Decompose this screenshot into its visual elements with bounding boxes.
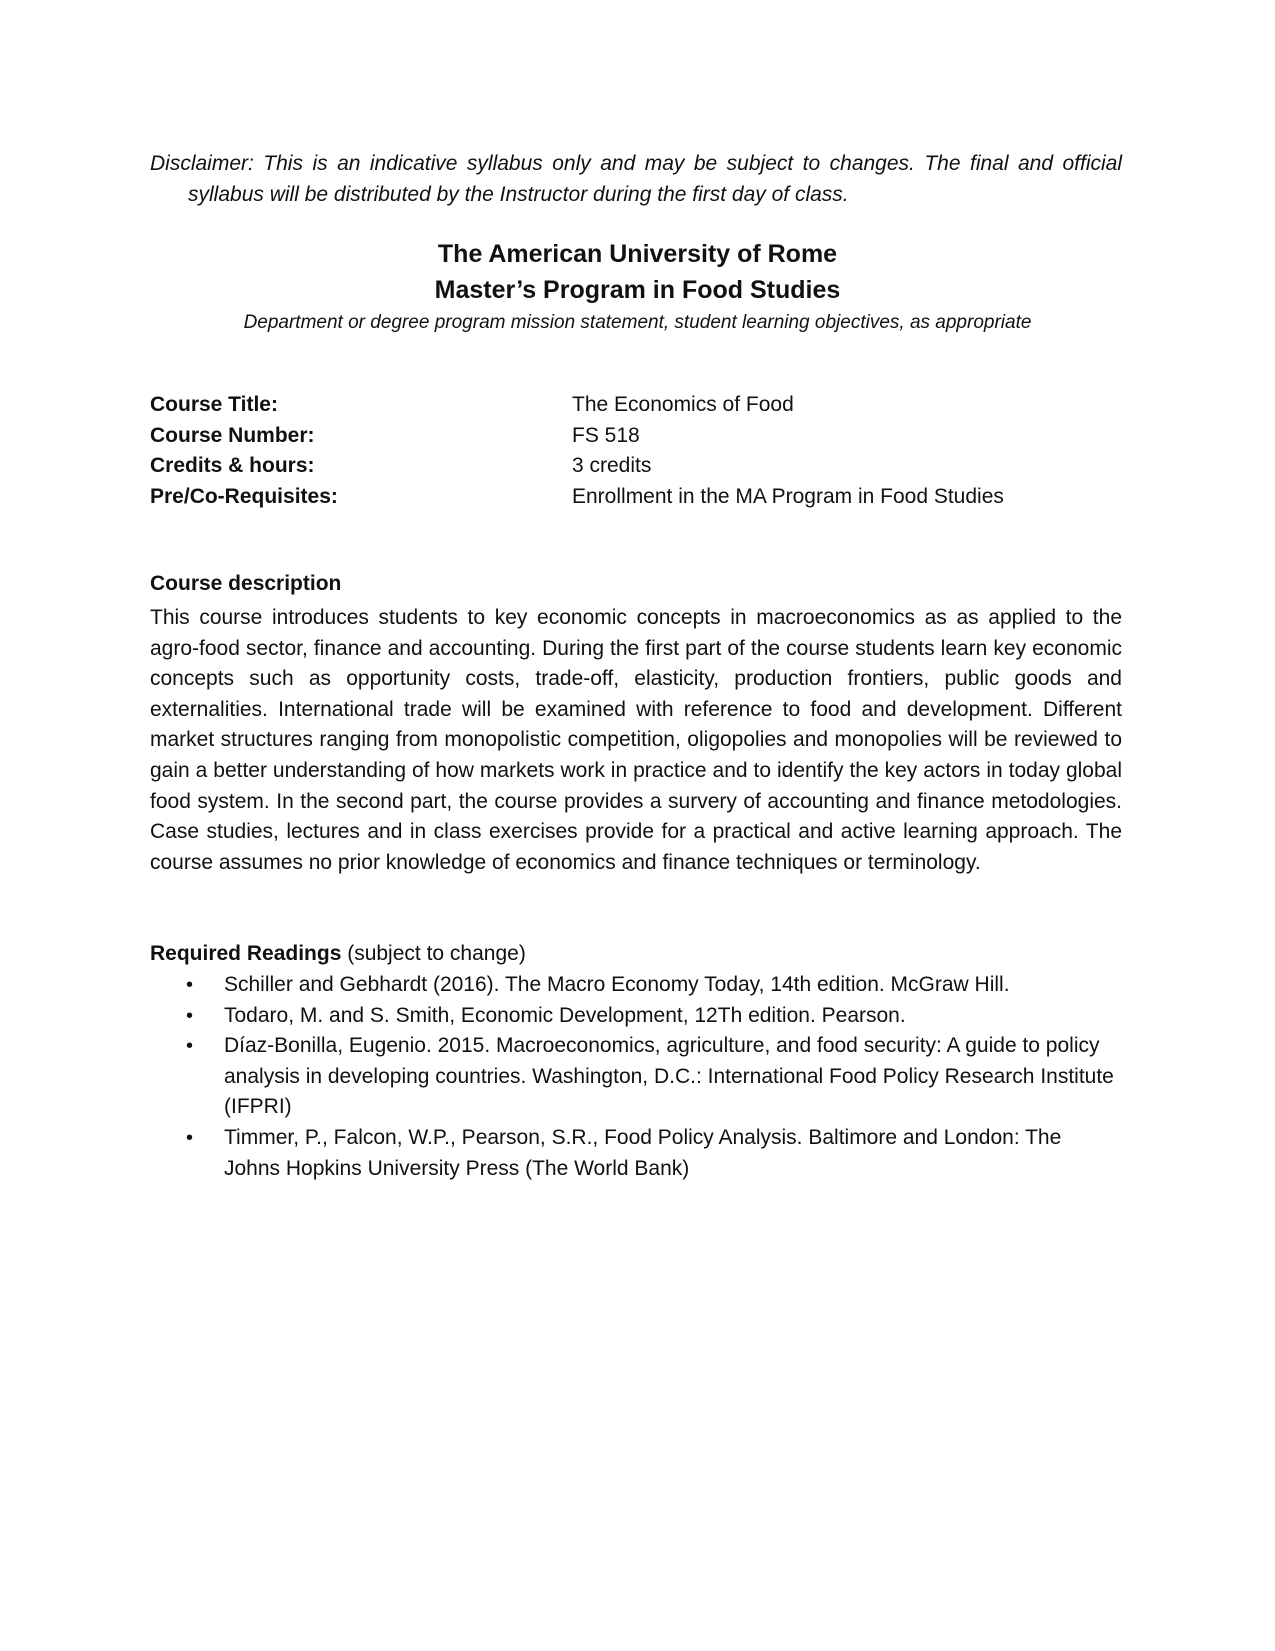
reading-text: Díaz-Bonilla, Eugenio. 2015. Macroeconomics, agriculture, and food security: A guide to policy analysis in developing countries. Washington, D.C.: International Food Policy Research Institute (IFPRI): [224, 1034, 1114, 1119]
program-subtitle: Department or degree program mission statement, student learning objectives, as appropriate: [243, 312, 1032, 333]
course-info-row: [150, 482, 1122, 513]
readings-heading: Required Readings: [150, 942, 342, 965]
program-title: Master’s Program in Food Studies: [434, 276, 841, 304]
prerequisites-value: Enrollment in the MA Program in Food Studies: [572, 484, 1004, 508]
course-title-label: Course Title:: [150, 393, 278, 417]
course-info-row: [150, 451, 1122, 482]
bullet-icon: •: [186, 1004, 194, 1027]
list-item: [150, 1001, 1122, 1032]
readings-heading-line: [150, 939, 526, 969]
description-heading: Course description: [150, 572, 342, 595]
course-info-table: [150, 390, 1122, 512]
credits-value: 3 credits: [572, 454, 652, 478]
list-item: [150, 1031, 1122, 1123]
course-info-row: [150, 421, 1122, 452]
course-title-value: The Economics of Food: [572, 393, 794, 417]
reading-text: Todaro, M. and S. Smith, Economic Development, 12Th edition. Pearson.: [224, 1003, 906, 1027]
title-block: [0, 236, 1275, 338]
prerequisites-label: Pre/Co-Requisites:: [150, 484, 338, 508]
credits-label: Credits & hours:: [150, 454, 315, 478]
bullet-icon: •: [186, 974, 194, 996]
bullet-icon: •: [186, 1035, 194, 1058]
course-info-row: [150, 390, 1122, 421]
description-body: This course introduces students to key economic concepts in macroeconomics as as applied to the agro-food sector, finance and accounting. During the first part of the course students learn key economic concepts such as opportunity costs, trade-off, elasticity, production frontiers, public goods and externalities. International trade will be examined with reference to food and development. Different market structures ranging from monopolistic competition, oligopolies and monopolies will be reviewed to gain a better understanding of how markets work in practice and to identify the key actors in today global food system. In the second part, the course provides a survery of accounting and finance metodologies. Case studies, lectures and in class exercises provide for a practical and active learning approach. The course assumes no prior knowledge of economics and finance techniques or terminology.: [150, 606, 1122, 874]
disclaimer-text: Disclaimer: This is an indicative syllabus only and may be subject to changes. The final and official syllabus will be distributed by the Instructor during the first day of class.: [150, 152, 1122, 206]
course-number-value: FS 518: [572, 423, 640, 447]
readings-note: (subject to change): [341, 942, 526, 965]
list-item: [150, 1123, 1122, 1184]
university-title: The American University of Rome: [437, 240, 838, 268]
reading-text: Timmer, P., Falcon, W.P., Pearson, S.R., Food Policy Analysis. Baltimore and London: The Johns Hopkins University Press (The World Bank): [224, 1125, 1062, 1180]
reading-text: Schiller and Gebhardt (2016). The Macro Economy Today, 14th edition. McGraw Hill.: [224, 973, 1010, 996]
list-item: [150, 970, 1122, 1001]
readings-list: [150, 970, 1122, 1184]
course-number-label: Course Number:: [150, 423, 315, 447]
bullet-icon: •: [186, 1126, 194, 1149]
